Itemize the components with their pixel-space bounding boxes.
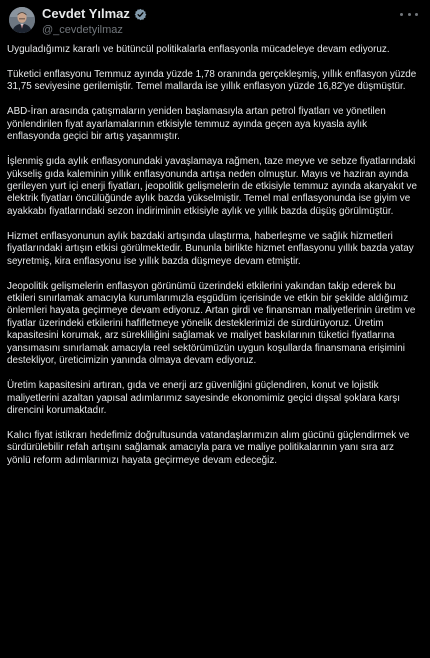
author-info [42,6,147,37]
post-paragraph: Tüketici enflasyonu Temmuz ayında yüzde 1,78 oranında gerçekleşmiş, yıllık enflasyon yüzde 31,75 seviyesine gerilemiştir. Temel mallarda ise yıllık enflasyon yüzde 16,82'ye düşmüştür. [7,69,417,93]
more-dot [415,13,418,16]
post-paragraph: Uyguladığımız kararlı ve bütüncül politikalarla enflasyonla mücadeleye devam ediyoruz. [7,44,390,55]
author-handle[interactable]: @_cevdetyilmaz [42,24,123,36]
more-dot [400,13,403,16]
post-paragraph: Hizmet enflasyonunun aylık bazdaki artışında ulaştırma, haberleşme ve sağlık hizmetleri fiyatlarındaki artışın etkisi görülmektedir. Bununla birlikte hizmet enflasyonu yıllık bazda yatay seyretmiş, kira enflasyonu ise yıllık bazda düşmeye devam etmiştir. [7,230,414,267]
post-text [7,44,420,467]
post-header [7,0,420,44]
post-paragraph: İşlenmiş gıda aylık enflasyonundaki yavaşlamaya rağmen, taze meyve ve sebze fiyatlarındaki yükseliş gıda kaleminin yıllık enflasyonunda artışa neden olmuştur. Mayıs ve haziran ayında gerileyen yurt içi enerji fiyatları, jeopolitik gelişmelerin de etkisiyle temmuz ayında akaryakıt ve elektrik fiyatları öncülüğünde aylık bazda yükselmiştir. Temel mal enflasyonunda ise giyim ve ayakkabı fiyatlarındaki sezon indiriminin etkisiyle aylık ve yıllık bazda düşüş görülmüştür. [7,156,417,217]
author-name-row [42,6,147,22]
post-paragraph: Kalıcı fiyat istikrarı hedefimiz doğrultusunda vatandaşlarımızın alım gücünü güçlendirmek ve sürdürülebilir refah artışını sağlamak amacıyla para ve maliye politikalarının yanı sıra arz yönlü reform adımlarımızı hayata geçirmeye devam edeceğiz. [7,429,410,466]
verified-badge-icon [134,8,147,21]
more-dot [408,13,411,16]
author-display-name[interactable]: Cevdet Yılmaz [42,6,130,21]
post-paragraph: Üretim kapasitesini artıran, gıda ve enerji arz güvenliğini güçlendiren, konut ve lojistik maliyetlerini azaltan yapısal adımlarımız sayesinde ekonomimiz geçici dışsal şoklara karşı direncini korumaktadır. [7,380,400,416]
post-paragraph: Jeopolitik gelişmelerin enflasyon görünümü üzerindeki etkilerini yakından takip ederek bu etkileri sınırlamak amacıyla kurumlarımızla eşgüdüm içerisinde ve etkin bir şekilde aldığımız önlemleri hayata geçirmeye devam ediyoruz. Artan girdi ve finansman maliyetlerinin üretim ve fiyatlar üzerindeki etkilerini hafifletmeye yönelik desteklerimizi de sürdürüyoruz. Üretim kapasitesini korumak, arz sürekliliğini sağlamak ve maliyet baskılarının tüketici fiyatlarına yansımasını sınırlamak amacıyla reel sektörümüzün uygun koşullarda finansmana erişimini destekliyor, üreticimizin yanında olmaya devam ediyoruz. [7,280,416,367]
post-paragraph: ABD-İran arasında çatışmaların yeniden başlamasıyla artan petrol fiyatları ve yönetilen yönlendirilen fiyat ayarlamalarının etkisiyle temmuz ayında geçen aya kıyasla aylık enflasyonda geçici bir artış yaşanmıştır. [7,106,386,143]
more-options-icon[interactable] [400,8,418,20]
avatar-portrait-icon [9,7,35,33]
author-avatar[interactable] [9,7,35,33]
